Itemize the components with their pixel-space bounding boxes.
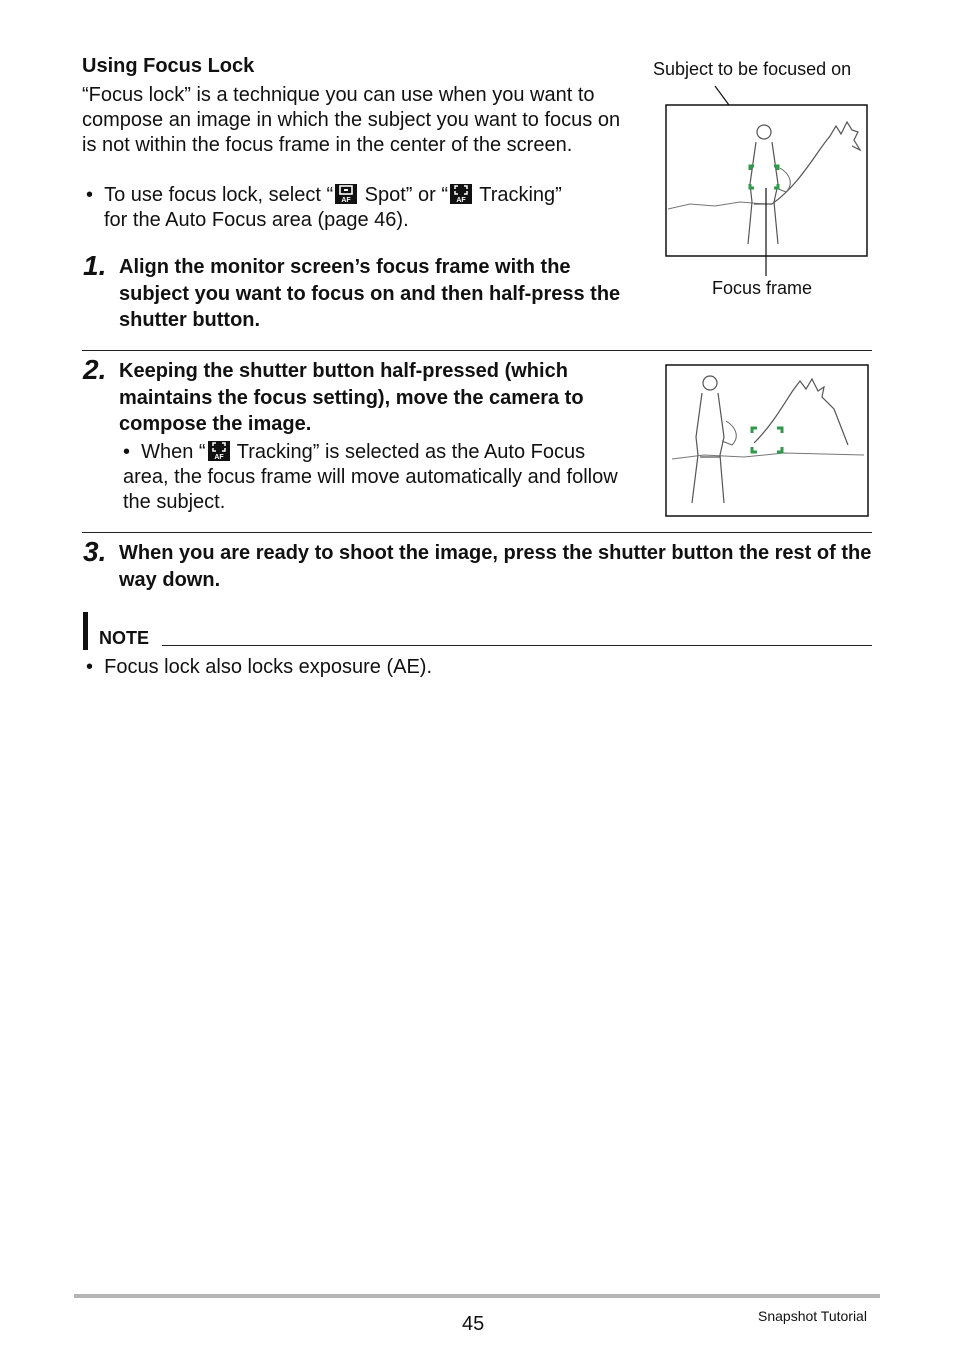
bullet-dot: • [123,441,142,463]
af-tracking-icon [208,441,230,461]
step-divider-2 [82,532,872,533]
footer-rule [74,1294,880,1298]
bullet-text-line2: for the Auto Focus area (page 46). [104,209,409,231]
tracking-bullet-pre: When “ [141,441,206,463]
page-number: 45 [462,1313,485,1335]
label-focus-frame: Focus frame [712,278,813,298]
step-1-number: 1. [83,250,107,281]
focus-lock-bullet [86,183,631,233]
tracking-bullet [123,440,628,515]
section-heading: Using Focus Lock [82,55,255,77]
note-bullet-text: Focus lock also locks exposure (AE). [104,656,433,678]
note-title: NOTE [99,628,150,648]
note-bullet [86,655,432,680]
bullet-dot: • [86,184,105,206]
label-subject: Subject to be focused on [653,59,852,79]
tracking-bullet-post: Tracking” is selected as the Auto Focus area, the focus frame will move automatically and follow the subject. [123,441,618,513]
bullet-text-tracking: Tracking” [474,184,562,206]
step-3-text: When you are ready to shoot the image, press the shutter button the rest of the way down. [119,542,872,591]
svg-text:AF: AF [213,454,224,461]
focus-lock-illustration-2 [664,363,872,519]
bullet-text-pre: To use focus lock, select “ [104,184,334,206]
note-rule [162,645,872,646]
step-3-number: 3. [83,536,107,567]
intro-paragraph: “Focus lock” is a technique you can use when you want to compose an image in which the subject you want to focus on is not within the focus frame in the center of the screen. [82,84,621,156]
note-marker-bar [83,612,88,650]
svg-text:AF: AF [456,197,466,204]
svg-text:AF: AF [341,197,351,204]
af-spot-icon [335,184,357,204]
step-2-number: 2. [83,354,107,385]
step-2-text: Keeping the shutter button half-pressed (which maintains the focus setting), move the camera to compose the image. [119,360,584,435]
step-1-text: Align the monitor screen’s focus frame with the subject you want to focus on and then half-press the shutter button. [119,256,621,331]
bullet-text-spot: Spot” or “ [359,184,449,206]
focus-lock-illustration-1 [660,84,876,280]
step-divider-1 [82,350,872,351]
footer-section-name: Snapshot Tutorial [758,1308,867,1324]
bullet-dot: • [86,656,105,678]
af-tracking-icon [450,184,472,204]
